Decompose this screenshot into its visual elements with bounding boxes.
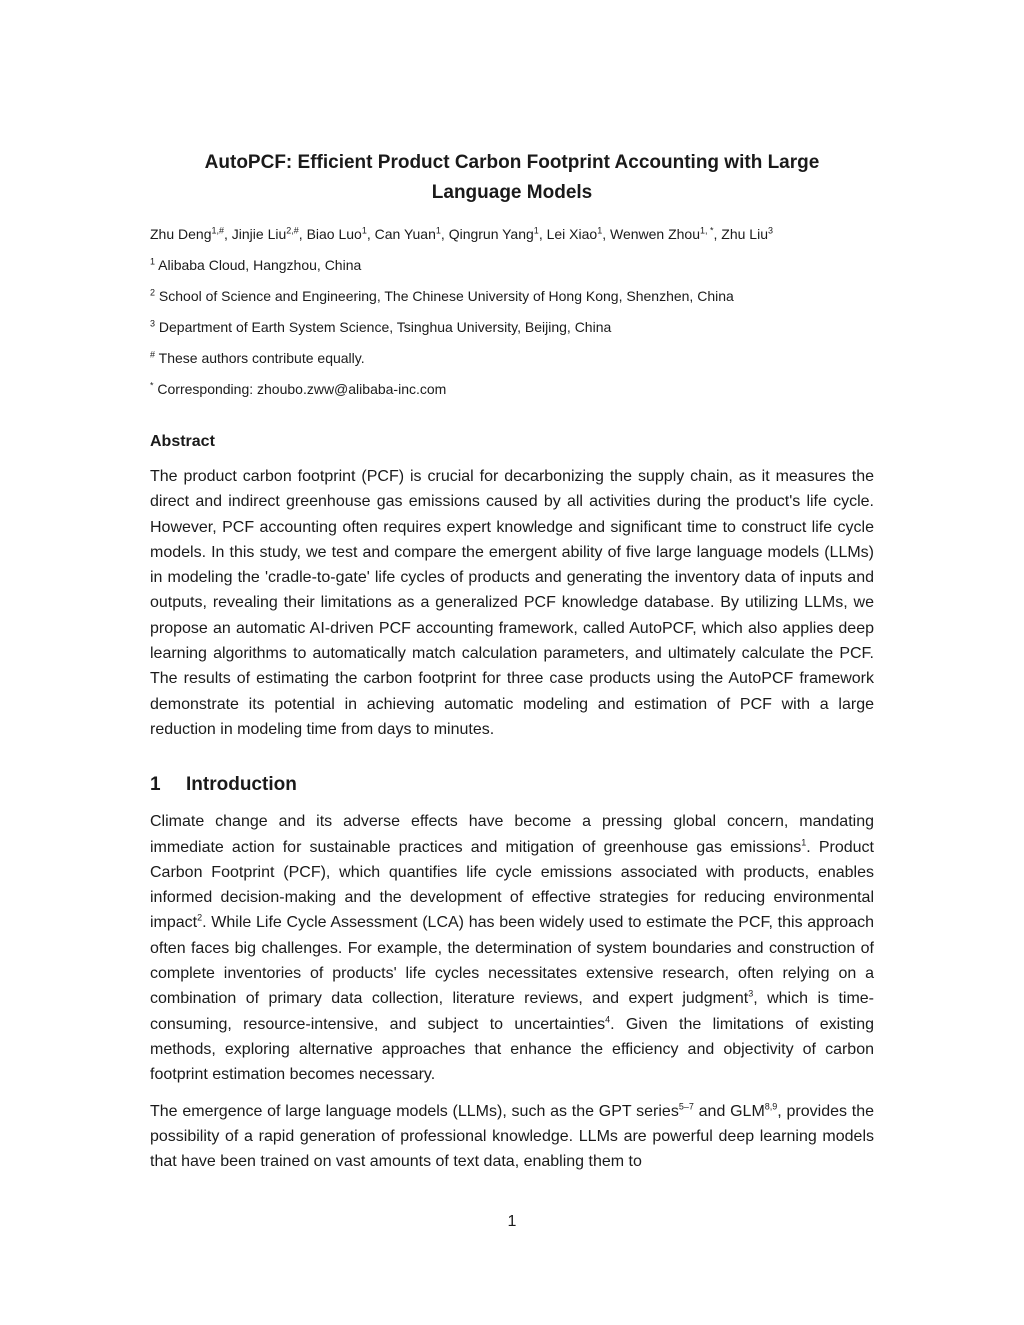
author-name: Can Yuan xyxy=(374,226,436,242)
paragraph-text: Climate change and its adverse effects have become a pressing global concern, mandating immediate action for sustainable practices and mitigation of greenhouse gas emissions xyxy=(150,813,874,856)
affiliation-text: Alibaba Cloud, Hangzhou, China xyxy=(155,257,362,273)
paper-page xyxy=(150,148,874,1174)
introduction-paragraph-2 xyxy=(150,1099,874,1175)
author-affiliation-mark: 2,# xyxy=(286,225,299,236)
affiliation-mark: 2 xyxy=(150,287,156,298)
paragraph-text: , which is time-consuming, resource-intensive, and subject to uncertainties xyxy=(150,990,875,1033)
affiliation-text: Corresponding: zhoubo.zww@alibaba-inc.com xyxy=(153,381,447,397)
affiliation-mark: * xyxy=(150,380,154,391)
affiliation-text: Department of Earth System Science, Tsinghua University, Beijing, China xyxy=(155,319,612,335)
section-title: Introduction xyxy=(186,774,297,796)
affiliation-line xyxy=(150,255,874,275)
author-separator: , xyxy=(713,226,722,242)
author-affiliation-mark: 3 xyxy=(768,225,774,236)
section-heading-introduction xyxy=(150,772,874,798)
author-name: Jinjie Liu xyxy=(231,226,287,242)
author-name: Qingrun Yang xyxy=(448,226,534,242)
author-list xyxy=(150,224,874,244)
citation-mark: 5–7 xyxy=(678,1101,694,1112)
paragraph-text: . Given the limitations of existing methods, exploring alternative approaches that enhance the efficiency and objectivity of carbon footprint estimation becomes necessary. xyxy=(150,1015,874,1084)
page-number: 1 xyxy=(507,1213,517,1230)
introduction-paragraph-1 xyxy=(150,809,874,1087)
author-affiliation-mark: 1,# xyxy=(211,225,224,236)
author-affiliation-mark: 1 xyxy=(533,225,539,236)
affiliation-mark: 1 xyxy=(150,256,156,267)
affiliation-text: These authors contribute equally. xyxy=(155,350,365,366)
citation-mark: 4 xyxy=(605,1014,611,1025)
title-line-1: AutoPCF: Efficient Product Carbon Footprint Accounting with Large xyxy=(204,152,820,173)
author-separator: , xyxy=(224,226,232,242)
affiliation-mark: # xyxy=(150,349,156,360)
author-affiliation-mark: 1, * xyxy=(700,225,714,236)
affiliation-mark: 3 xyxy=(150,318,156,329)
affiliation-line xyxy=(150,286,874,306)
author-affiliation-mark: 1 xyxy=(597,225,603,236)
abstract-heading: Abstract xyxy=(150,433,215,450)
author-separator: , xyxy=(366,226,375,242)
author-separator: , xyxy=(440,226,449,242)
citation-mark: 2 xyxy=(197,913,203,924)
affiliations xyxy=(150,255,874,399)
author-affiliation-mark: 1 xyxy=(435,225,441,236)
author-name: Zhu Deng xyxy=(150,226,212,242)
paragraph-text: , provides the possibility of a rapid generation of professional knowledge. LLMs are powerful deep learning models that have been trained on vast amounts of text data, enabling them to xyxy=(150,1102,874,1171)
paragraph-text: The emergence of large language models (LLMs), such as the GPT series xyxy=(150,1102,679,1120)
title-line-2: Language Models xyxy=(431,182,593,203)
author-separator: , xyxy=(298,226,307,242)
section-number: 1 xyxy=(150,774,161,796)
affiliation-line xyxy=(150,317,874,337)
affiliation-text: School of Science and Engineering, The Chinese University of Hong Kong, Shenzhen, China xyxy=(155,288,734,304)
author-name: Zhu Liu xyxy=(721,226,768,242)
author-name: Biao Luo xyxy=(306,226,362,242)
paper-title xyxy=(150,148,874,208)
paragraph-text: and GLM xyxy=(693,1102,765,1120)
author-separator: , xyxy=(602,226,610,242)
citation-mark: 8,9 xyxy=(764,1101,778,1112)
citation-mark: 1 xyxy=(801,837,807,848)
paragraph-text: . While Life Cycle Assessment (LCA) has been widely used to estimate the PCF, this approach often faces big challenges. For example, the determination of system boundaries and construction of complete inventories of products' life cycles necessitates extensive research, often relying on a combination of primary data collection, literature reviews, and expert judgment xyxy=(150,914,874,1008)
affiliation-line xyxy=(150,379,874,399)
author-affiliation-mark: 1 xyxy=(361,225,367,236)
author-name: Wenwen Zhou xyxy=(609,226,700,242)
author-name: Lei Xiao xyxy=(546,226,598,242)
affiliation-line xyxy=(150,348,874,368)
citation-mark: 3 xyxy=(748,989,754,1000)
author-separator: , xyxy=(538,226,547,242)
paragraph-text: . Product Carbon Footprint (PCF), which quantifies life cycle emissions associated with products, enables informed decision-making and the development of effective strategies for reducing environmental impact xyxy=(150,838,874,932)
abstract-text: The product carbon footprint (PCF) is crucial for decarbonizing the supply chain, as it measures the direct and indirect greenhouse gas emissions caused by all activities during the product's life cycle. However, PCF accounting often requires expert knowledge and significant time to construct life cycle models. In this study, we test and compare the emergent ability of five large language models (LLMs) in modeling the 'cradle-to-gate' life cycles of products and generating the inventory data of inputs and outputs, revealing their limitations as a generalized PCF knowledge database. By utilizing LLMs, we propose an automatic AI-driven PCF accounting framework, called AutoPCF, which also applies deep learning algorithms to automatically match calculation parameters, and ultimately calculate the PCF. The results of estimating the carbon footprint for three case products using the AutoPCF framework demonstrate its potential in achieving automatic modeling and estimation of PCF with a large reduction in modeling time from days to minutes. xyxy=(150,468,874,738)
